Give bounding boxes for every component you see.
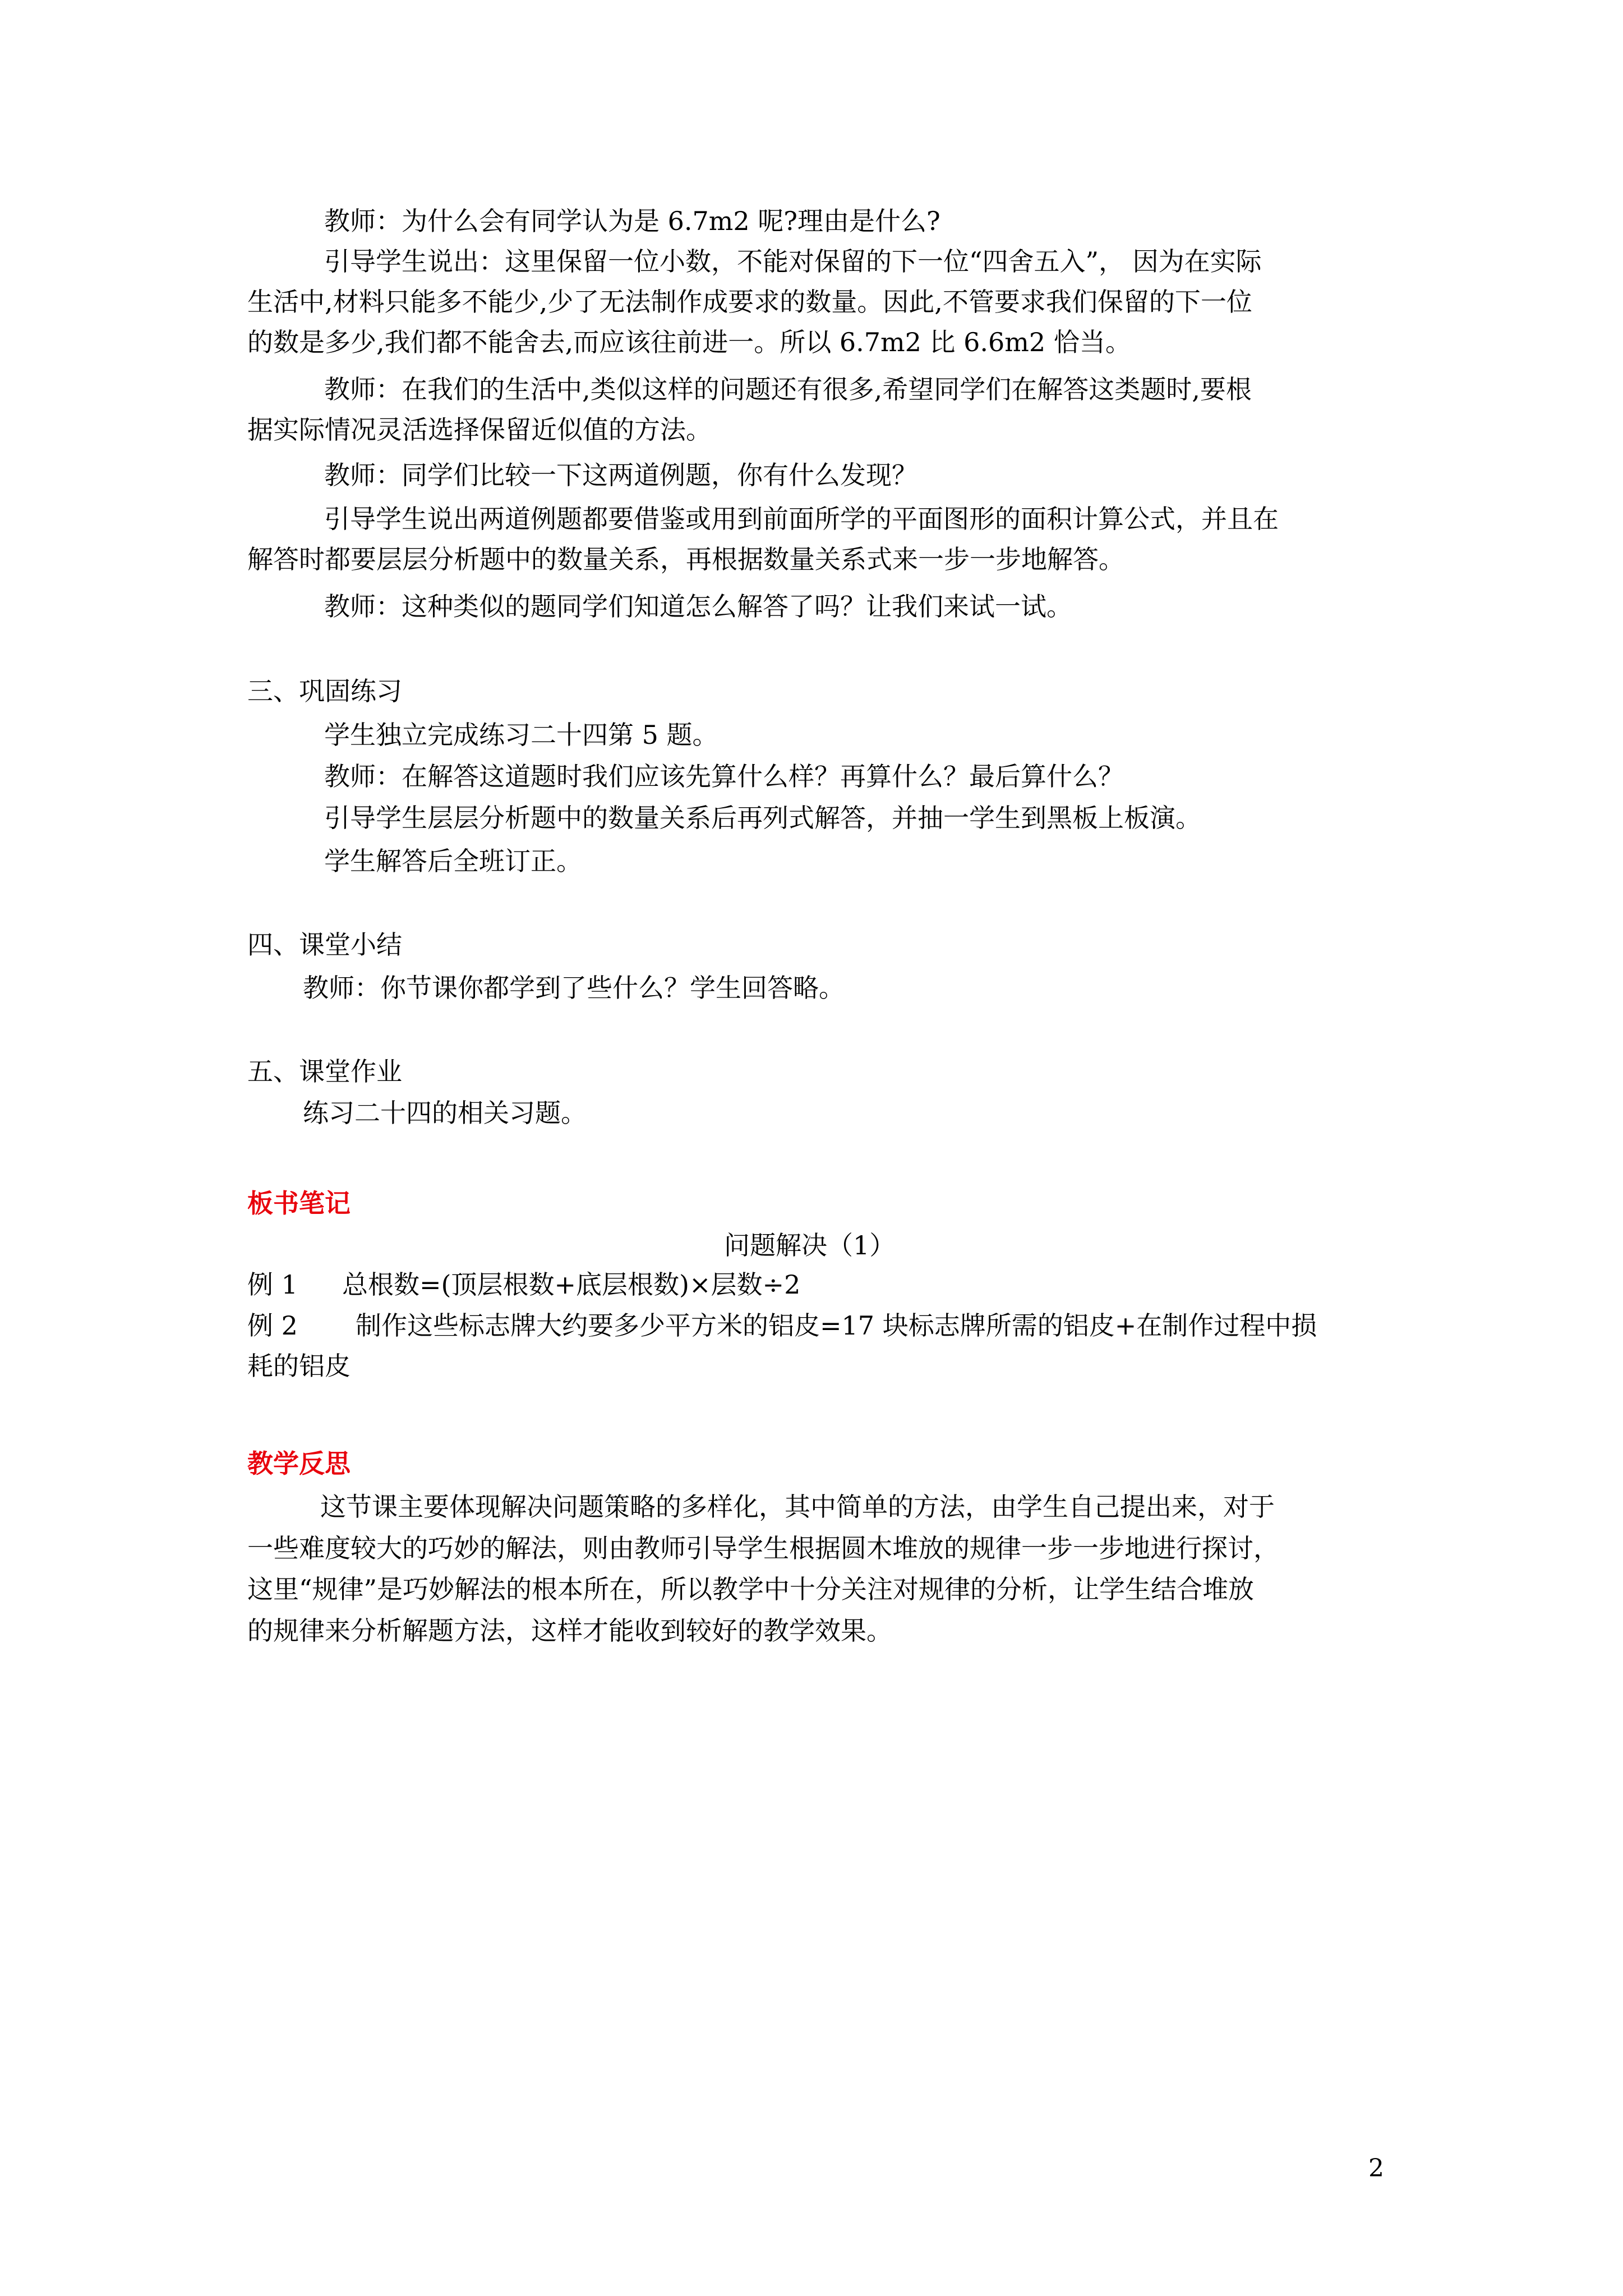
paragraph-line: 教师：在解答这道题时我们应该先算什么样？再算什么？最后算什么？ bbox=[324, 761, 1124, 792]
section-heading: 三、巩固练习 bbox=[247, 676, 402, 706]
paragraph-line: 这里“规律”是巧妙解法的根本所在，所以教学中十分关注对规律的分析，让学生结合堆放 bbox=[247, 1574, 1255, 1604]
paragraph-line: 教师：在我们的生活中,类似这样的问题还有很多,希望同学们在解答这类题时,要根 bbox=[324, 374, 1252, 404]
section-heading: 四、课堂小结 bbox=[247, 930, 402, 960]
paragraph-line: 解答时都要层层分析题中的数量关系，再根据数量关系式来一步一步地解答。 bbox=[247, 544, 1124, 574]
paragraph-line: 引导学生说出两道例题都要借鉴或用到前面所学的平面图形的面积计算公式，并且在 bbox=[324, 504, 1279, 534]
paragraph-line: 引导学生层层分析题中的数量关系后再列式解答，并抽一学生到黑板上板演。 bbox=[324, 803, 1201, 833]
paragraph-line: 练习二十四的相关习题。 bbox=[303, 1098, 587, 1128]
paragraph-line: 生活中,材料只能多不能少,少了无法制作成要求的数量。因此,不管要求我们保留的下一位 bbox=[247, 287, 1252, 317]
paragraph-line: 一些难度较大的巧妙的解法，则由教师引导学生根据圆木堆放的规律一步一步地进行探讨， bbox=[247, 1533, 1279, 1563]
paragraph-line: 这节课主要体现解决问题策略的多样化，其中简单的方法，由学生自己提出来，对于 bbox=[320, 1492, 1275, 1522]
paragraph-line: 学生独立完成练习二十四第 5 题。 bbox=[324, 720, 718, 750]
example-label: 例 1 bbox=[247, 1269, 298, 1300]
paragraph-line: 学生解答后全班订正。 bbox=[324, 846, 582, 876]
example-label: 例 2 bbox=[247, 1310, 298, 1341]
paragraph-line: 引导学生说出：这里保留一位小数，不能对保留的下一位“四舍五入”， 因为在实际 bbox=[324, 246, 1262, 277]
paragraph-line: 的规律来分析解题方法，这样才能收到较好的教学效果。 bbox=[247, 1616, 892, 1646]
board-title: 问题解决（1） bbox=[724, 1230, 896, 1260]
example-formula: 制作这些标志牌大约要多少平方米的铝皮=17 块标志牌所需的铝皮+在制作过程中损 bbox=[356, 1310, 1317, 1341]
paragraph-line: 教师：为什么会有同学认为是 6.7m2 呢?理由是什么? bbox=[324, 206, 940, 236]
paragraph-line: 教师：这种类似的题同学们知道怎么解答了吗？让我们来试一试。 bbox=[324, 591, 1072, 622]
paragraph-line: 教师：同学们比较一下这两道例题，你有什么发现？ bbox=[324, 460, 917, 490]
page-number: 2 bbox=[1368, 2154, 1384, 2183]
example-formula-continued: 耗的铝皮 bbox=[247, 1351, 351, 1381]
example-formula: 总根数=(顶层根数+底层根数)×层数÷2 bbox=[342, 1269, 801, 1300]
paragraph-line: 的数是多少,我们都不能舍去,而应该往前进一。所以 6.7m2 比 6.6m2 恰当。 bbox=[247, 327, 1131, 357]
section-heading: 五、课堂作业 bbox=[247, 1056, 402, 1087]
teaching-reflection-heading: 教学反思 bbox=[247, 1448, 351, 1479]
paragraph-line: 据实际情况灵活选择保留近似值的方法。 bbox=[247, 415, 712, 445]
board-notes-heading: 板书笔记 bbox=[247, 1188, 351, 1218]
paragraph-line: 教师：你节课你都学到了些什么？学生回答略。 bbox=[303, 973, 845, 1003]
